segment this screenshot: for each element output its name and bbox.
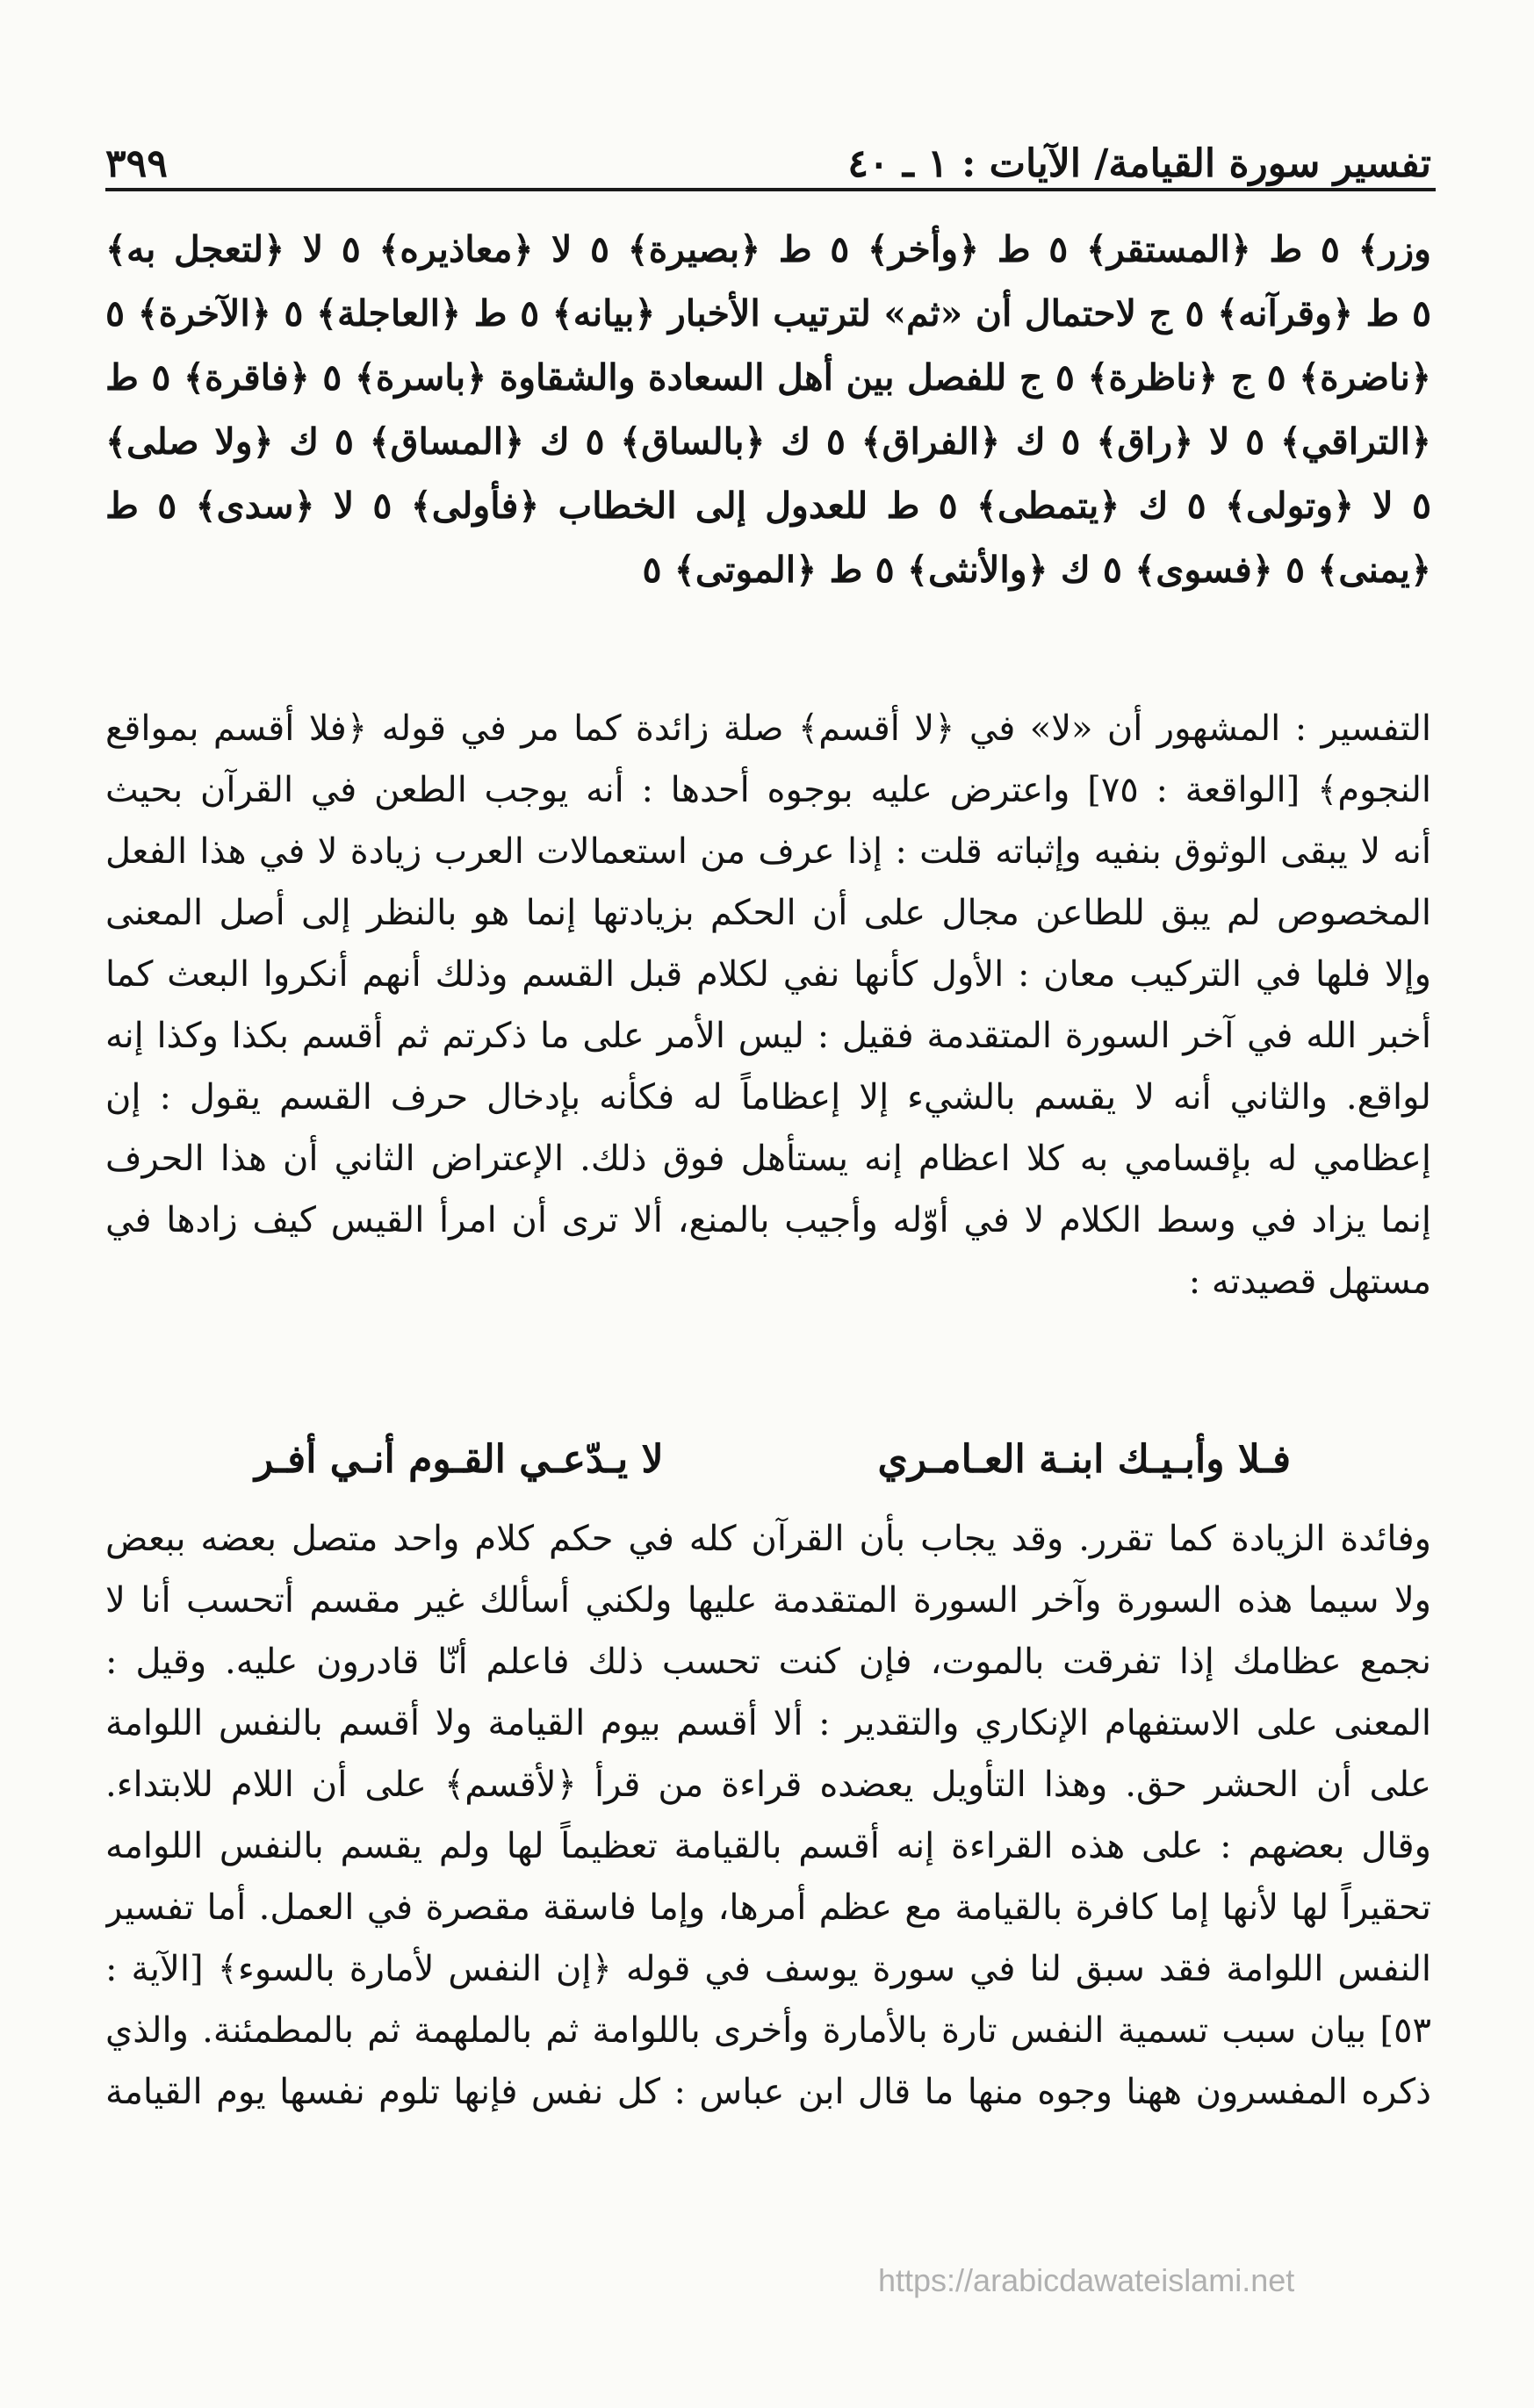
text-line: ٥ ط ﴿وقرآنه﴾ ٥ ج لاحتمال أن «ثم» لترتيب الأخبار ﴿بيانه﴾ ٥ ط ﴿العاجلة﴾ ٥ ﴿الآخرة﴾ ٥: [105, 292, 1431, 334]
header-divider: [105, 188, 1436, 191]
text-line: ٥٣] بيان سبب تسمية النفس تارة بالأمارة وأخرى باللوامة ثم بالملهمة ثم بالمطمئنة. والذي: [105, 2010, 1431, 2051]
text-line: وقال بعضهم : على هذه القراءة إنه أقسم بالقيامة تعظيماً لها ولم يقسم بالنفس اللوامه: [105, 1826, 1431, 1866]
text-line: نجمع عظامك إذا تفرقت بالموت، فإن كنت تحسب ذلك فاعلم أنّا قادرون عليه. وقيل :: [105, 1642, 1431, 1682]
text-line: ﴿ناضرة﴾ ٥ ج ﴿ناظرة﴾ ٥ ج للفصل بين أهل السعادة والشقاوة ﴿باسرة﴾ ٥ ﴿فاقرة﴾ ٥ ط: [105, 356, 1431, 399]
text-line: ﴿يمنى﴾ ٥ ﴿فسوى﴾ ٥ ك ﴿والأنثى﴾ ٥ ط ﴿الموتى﴾ ٥: [642, 549, 1431, 591]
second-hemistich: لا يـدّعـي القـوم أنـي أفـر: [255, 1436, 664, 1482]
text-line: التفسير : المشهور أن «لا» في ﴿لا أقسم﴾ صلة زائدة كما مر في قوله ﴿فلا أقسم بمواقع: [105, 708, 1431, 749]
text-line: ولا سيما هذه السورة وآخر السورة المتقدمة عليها ولكني أسألك غير مقسم أتحسب أنا لا: [105, 1580, 1431, 1621]
first-hemistich: فـلا وأبـيـك ابنـة العـامـري: [877, 1436, 1291, 1482]
text-line: المعنى على الاستفهام الإنكاري والتقدير : ألا أقسم بيوم القيامة ولا أقسم بالنفس اللوامة: [105, 1703, 1431, 1743]
text-line: على أن الحشر حق. وهذا التأويل يعضده قراءة من قرأ ﴿لأقسم﴾ على أن اللام للابتداء.: [105, 1765, 1431, 1805]
text-line: النجوم﴾ [الواقعة : ٧٥] واعترض عليه بوجوه أحدها : أنه يوجب الطعن في القرآن بحيث: [105, 770, 1431, 810]
running-title: تفسير سورة القيامة/ الآيات : ١ ـ ٤٠: [847, 141, 1431, 186]
text-line: ﴿التراقي﴾ ٥ لا ﴿راق﴾ ٥ ك ﴿الفراق﴾ ٥ ك ﴿بالساق﴾ ٥ ك ﴿المساق﴾ ٥ ك ﴿ولا صلى﴾: [105, 421, 1431, 463]
text-line: المخصوص لم يبق للطاعن مجال على أن الحكم بزيادتها إنما هو بالنظر إلى أصل المعنى: [105, 893, 1431, 933]
text-line: أنه لا يبقى الوثوق بنفيه وإثباته قلت : إذا عرف من استعمالات العرب زيادة لا في هذا الفعل: [105, 831, 1431, 872]
text-line: لواقع. والثاني أنه لا يقسم بالشيء إلا إعظاماً له فكأنه بإدخال حرف القسم يقول : إن: [105, 1077, 1431, 1118]
text-line: ذكره المفسرون ههنا وجوه منها ما قال ابن عباس : كل نفس فإنها تلوم نفسها يوم القيامة: [105, 2072, 1431, 2112]
text-line: مستهل قصيدته :: [1188, 1262, 1431, 1302]
source-watermark: https://arabicdawateislami.net: [878, 2262, 1295, 2298]
text-line: أخبر الله في آخر السورة المتقدمة فقيل : ليس الأمر على ما ذكرتم ثم أقسم بكذا وكذا إنه: [105, 1016, 1431, 1056]
text-line: وإلا فلها في التركيب معان : الأول كأنها نفي لكلام قبل القسم وذلك أنهم أنكروا البعث كما: [105, 954, 1431, 995]
text-line: تحقيراً لها لأنها إما كافرة بالقيامة مع عظم أمرها، وإما فاسقة مقصرة في العمل. أما تفسير: [105, 1887, 1431, 1928]
text-line: وزر﴾ ٥ ط ﴿المستقر﴾ ٥ ط ﴿وأخر﴾ ٥ ط ﴿بصيرة﴾ ٥ لا ﴿معاذيره﴾ ٥ لا ﴿لتعجل به﴾: [105, 228, 1431, 270]
tafsir-section: [105, 698, 1431, 1312]
text-line: إعظامي له بإقسامي به كلا اعظام إنه يستأهل فوق ذلك. الإعتراض الثاني أن هذا الحرف: [105, 1139, 1431, 1179]
page-number: ٣٩٩: [105, 141, 168, 186]
page-header: [105, 112, 1431, 186]
text-line: ٥ لا ﴿وتولى﴾ ٥ ك ﴿يتمطى﴾ ٥ ط للعدول إلى الخطاب ﴿فأولى﴾ ٥ لا ﴿سدى﴾ ٥ ط: [105, 485, 1431, 527]
text-line: النفس اللوامة فقد سبق لنا في سورة يوسف في قوله ﴿إن النفس لأمارة بالسوء﴾ [الآية :: [105, 1949, 1431, 1989]
text-line: وفائدة الزيادة كما تقرر. وقد يجاب بأن القرآن كله في حكم كلام واحد متصل بعضه ببعض: [105, 1519, 1431, 1559]
waqf-marks-section: [105, 218, 1431, 602]
text-line: إنما يزاد في وسط الكلام لا في أوّله وأجيب بالمنع، ألا ترى أن امرأ القيس كيف زادها في: [105, 1200, 1431, 1240]
poetry-verse: [255, 1424, 1291, 1494]
commentary-continuation: [105, 1508, 1431, 2123]
